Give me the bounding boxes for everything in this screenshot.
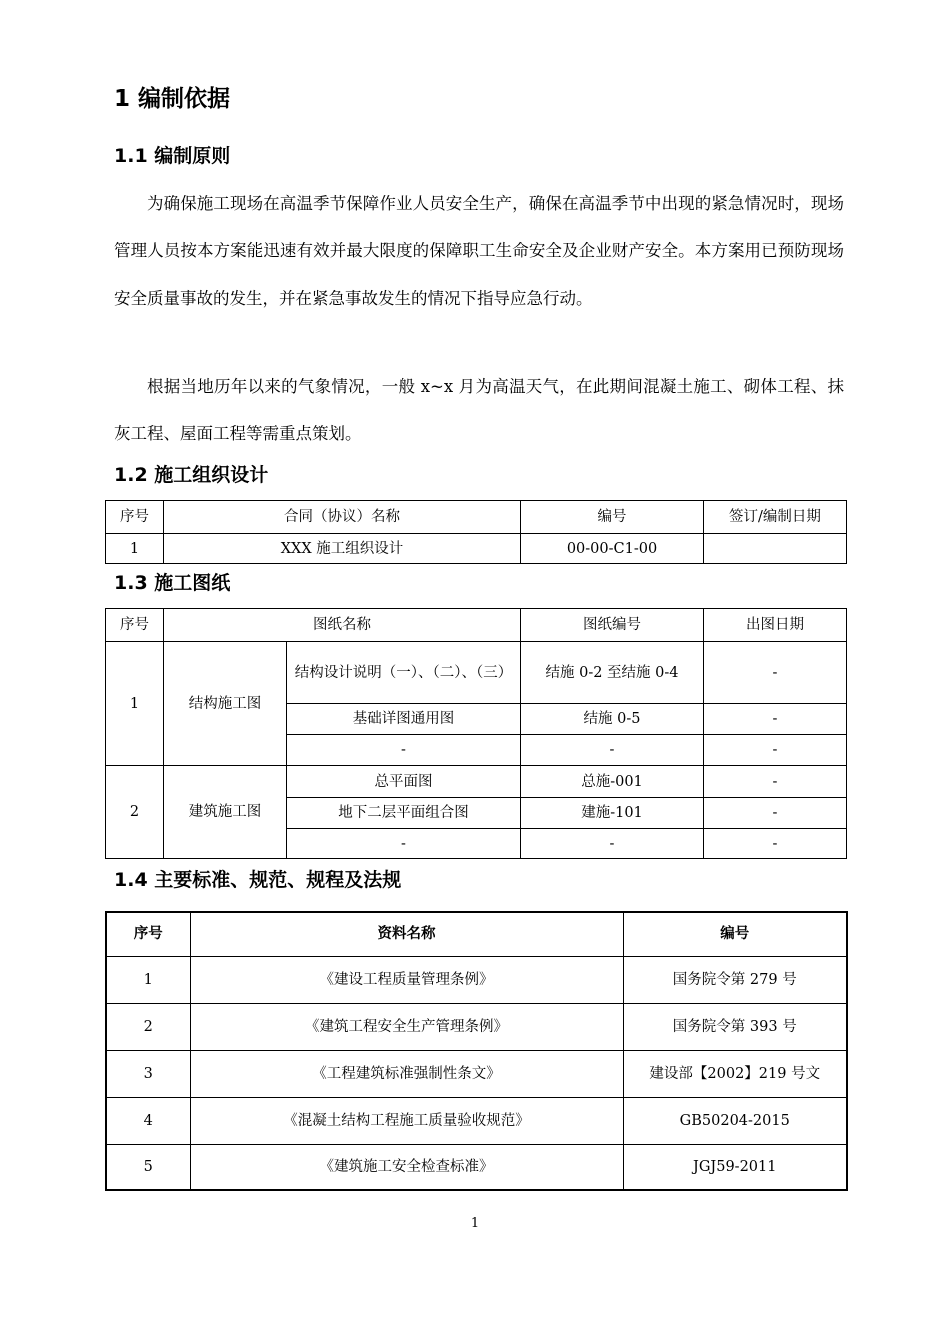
- table-cell: 基础详图通用图: [287, 704, 521, 735]
- table-cell: -: [521, 829, 704, 859]
- table-cell: 《建设工程质量管理条例》: [190, 956, 623, 1003]
- table-cell: XXX 施工组织设计: [164, 534, 521, 564]
- table-row: [106, 1003, 847, 1050]
- table-cell: 3: [106, 1050, 190, 1097]
- header-cell: 序号: [106, 609, 164, 642]
- table-cell: 建设部【2002】219 号文: [623, 1050, 847, 1097]
- table-cell: -: [704, 798, 847, 829]
- table-row: [106, 1144, 847, 1190]
- table-cell: 国务院令第 279 号: [623, 956, 847, 1003]
- standards-table: [105, 911, 848, 1191]
- table-cell: 总平面图: [287, 766, 521, 798]
- table-header-row: [106, 501, 847, 534]
- header-cell: 序号: [106, 501, 164, 534]
- table-row: [106, 1097, 847, 1144]
- table-cell: -: [704, 829, 847, 859]
- drawings-table: [105, 608, 847, 859]
- table-row: [106, 956, 847, 1003]
- header-cell: 资料名称: [190, 912, 623, 956]
- table-row: [106, 766, 847, 798]
- table-cell: 建施-101: [521, 798, 704, 829]
- section-1-2-title: 1.2 施工组织设计: [114, 464, 269, 486]
- header-cell: 图纸名称: [164, 609, 521, 642]
- section-1-3-title: 1.3 施工图纸: [114, 572, 231, 594]
- table-cell: 00-00-C1-00: [521, 534, 704, 564]
- table-cell: -: [287, 829, 521, 859]
- table-cell: JGJ59-2011: [623, 1144, 847, 1190]
- table-cell: 《工程建筑标准强制性条文》: [190, 1050, 623, 1097]
- header-cell: 序号: [106, 912, 190, 956]
- paragraph-weather: 根据当地历年以来的气象情况，一般 x~x 月为高温天气，在此期间混凝土施工、砌体工程、抹灰工程、屋面工程等需重点策划。: [114, 377, 844, 444]
- table-cell: 结构施工图: [164, 642, 287, 766]
- table-cell: 国务院令第 393 号: [623, 1003, 847, 1050]
- table-cell: 5: [106, 1144, 190, 1190]
- section-1-1-title: 1.1 编制原则: [114, 145, 231, 167]
- table-cell: 1: [106, 642, 164, 766]
- page-number: 1: [470, 1216, 480, 1231]
- table-cell: 2: [106, 766, 164, 859]
- table-header-row: [106, 912, 847, 956]
- table-row: [106, 642, 847, 704]
- table-cell: GB50204-2015: [623, 1097, 847, 1144]
- heading-1: 1 编制依据: [114, 86, 231, 112]
- table-cell: -: [704, 642, 847, 704]
- construction-design-table: [105, 500, 847, 564]
- header-cell: 签订/编制日期: [704, 501, 847, 534]
- table-cell: 《建筑施工安全检查标准》: [190, 1144, 623, 1190]
- table-row: [106, 534, 847, 564]
- table-cell: 2: [106, 1003, 190, 1050]
- header-cell: 合同（协议）名称: [164, 501, 521, 534]
- table-cell: 结施 0-2 至结施 0-4: [521, 642, 704, 704]
- table-cell: -: [521, 735, 704, 766]
- table-cell: 1: [106, 534, 164, 564]
- paragraph-principle: 为确保施工现场在高温季节保障作业人员安全生产，确保在高温季节中出现的紧急情况时，现场管理人员按本方案能迅速有效并最大限度的保障职工生命安全及企业财产安全。本方案用已预防现场安全质量事故的发生，并在紧急事故发生的情况下指导应急行动。: [114, 194, 844, 308]
- table-cell: 《混凝土结构工程施工质量验收规范》: [190, 1097, 623, 1144]
- header-cell: 编号: [623, 912, 847, 956]
- table-cell: 地下二层平面组合图: [287, 798, 521, 829]
- table-cell: 《建筑工程安全生产管理条例》: [190, 1003, 623, 1050]
- section-1-4-title: 1.4 主要标准、规范、规程及法规: [114, 869, 402, 891]
- header-cell: 图纸编号: [521, 609, 704, 642]
- table-cell: -: [704, 766, 847, 798]
- table-cell: -: [287, 735, 521, 766]
- table-cell: 结施 0-5: [521, 704, 704, 735]
- table-cell: 1: [106, 956, 190, 1003]
- table-header-row: [106, 609, 847, 642]
- table-cell: 建筑施工图: [164, 766, 287, 859]
- table-cell: [704, 534, 847, 564]
- table-cell: -: [704, 704, 847, 735]
- table-cell: 结构设计说明（一）、（二）、（三）: [287, 642, 521, 704]
- header-cell: 编号: [521, 501, 704, 534]
- table-cell: 4: [106, 1097, 190, 1144]
- header-cell: 出图日期: [704, 609, 847, 642]
- table-cell: -: [704, 735, 847, 766]
- table-row: [106, 1050, 847, 1097]
- table-cell: 总施-001: [521, 766, 704, 798]
